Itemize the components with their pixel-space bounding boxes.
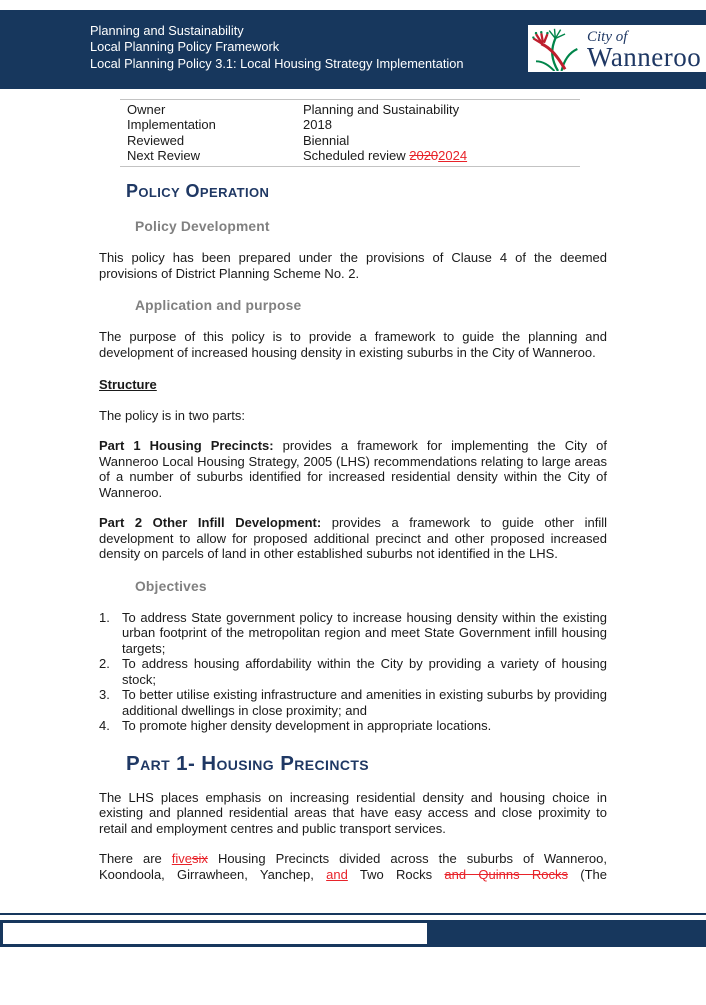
objective-text: To address State government policy to increase housing density within the existing urban footprint of the metropolitan region and meet State Government infill housing targets; (122, 609, 607, 656)
structure-heading: Structure (99, 377, 157, 393)
next-review-label: Next Review (127, 147, 200, 163)
footer-divider-line (0, 913, 706, 915)
objective-number: 4. (99, 718, 110, 734)
footer-white-box (0, 920, 430, 947)
policy-meta-table (120, 99, 580, 167)
structure-intro-paragraph: The policy is in two parts: (99, 407, 245, 423)
table-row-next-review (120, 148, 580, 163)
list-item (99, 610, 607, 657)
owner-value: Planning and Sustainability (303, 102, 460, 117)
deleted-phrase-quinns-rocks: and Quinns Rocks (444, 866, 568, 882)
lhs-emphasis-paragraph: The LHS places emphasis on increasing residential density and housing choice in existing and planned residential areas that have easy access and close proximity to retail and employment centres and public transport services. (99, 789, 607, 836)
header-line-framework: Local Planning Policy Framework (90, 39, 280, 55)
table-row-reviewed (120, 133, 580, 148)
kangaroo-paw-icon (531, 27, 585, 71)
part1-rest: provides a framework for implementing the City of Wanneroo Local Housing Strategy, 2005 (LHS) recommendations relating to large areas of a number of suburbs identified for increased residential density within the City of Wanneroo. (99, 438, 607, 500)
application-purpose-heading: Application and purpose (135, 298, 302, 314)
header-line-policy: Local Planning Policy 3.1: Local Housing Strategy Implementation (90, 55, 464, 71)
footer-band (0, 920, 706, 947)
header-band (0, 10, 706, 89)
reviewed-value: Biennial (303, 132, 350, 148)
objectives-heading: Objectives (135, 578, 207, 594)
application-purpose-paragraph: The purpose of this policy is to provide a framework to guide the planning and development of increased housing density in existing suburbs in the City of Wanneroo. (99, 329, 607, 360)
precincts-text-1: There are (99, 851, 172, 867)
policy-operation-heading: Policy Operation (126, 181, 270, 202)
next-review-deleted-year: 2020 (409, 147, 439, 163)
logo-wanneroo-text: Wanneroo (587, 41, 702, 72)
header-line-department: Planning and Sustainability (90, 23, 244, 38)
objective-text: To promote higher density development in appropriate locations. (122, 718, 492, 734)
header-title-block (90, 23, 463, 72)
objective-number: 1. (99, 609, 110, 625)
inserted-word-and: and (326, 866, 348, 882)
logo-city-of-text: City of (587, 28, 628, 45)
document-body (99, 181, 607, 882)
part2-rest: provides a framework to guide other infill development to allow for proposed additional precinct and other proposed increased density on parcels of land in other established suburbs not identified in the LHS. (99, 515, 607, 562)
next-review-value (303, 148, 580, 163)
policy-development-paragraph: This policy has been prepared under the provisions of Clause 4 of the deemed provisions of District Planning Scheme No. 2. (99, 250, 607, 281)
part1-housing-precincts-paragraph (99, 438, 607, 500)
objective-text: To better utilise existing infrastructure and amenities in existing suburbs by providing additional dwellings in close proximity; and (122, 687, 607, 718)
table-row-owner (120, 102, 580, 117)
objectives-list (99, 610, 607, 734)
objective-text: To address housing affordability within the City by providing a variety of housing stock; (122, 656, 607, 687)
part1-lead: Part 1 Housing Precincts: (99, 438, 274, 454)
owner-label: Owner (127, 102, 166, 117)
implementation-label: Implementation (127, 117, 216, 133)
part2-other-infill-paragraph (99, 515, 607, 562)
list-item (99, 718, 607, 734)
part2-lead: Part 2 Other Infill Development: (99, 515, 322, 531)
next-review-prefix: Scheduled review (303, 147, 410, 163)
city-of-wanneroo-logo (528, 25, 706, 72)
table-row-implementation (120, 117, 580, 132)
implementation-value: 2018 (303, 117, 332, 133)
next-review-inserted-year: 2024 (438, 147, 468, 163)
reviewed-label: Reviewed (127, 132, 185, 148)
list-item (99, 687, 607, 718)
precincts-text-4: (The (567, 866, 607, 882)
housing-precincts-count-paragraph (99, 851, 607, 882)
deleted-word-six: six (192, 851, 208, 867)
objective-number: 2. (99, 656, 110, 672)
objective-number: 3. (99, 687, 110, 703)
precincts-text-3: Two Rocks (347, 866, 445, 882)
inserted-word-five: five (171, 851, 193, 867)
part1-section-title: Part 1- Housing Precincts (126, 751, 370, 775)
list-item (99, 656, 607, 687)
footer-navy-block (430, 920, 706, 947)
policy-development-heading: Policy Development (135, 219, 270, 235)
precincts-text-2: Housing Precincts divided across the suburbs of Wanneroo, Koondoola, Girrawheen, Yanchep, (99, 851, 607, 882)
logo-wordmark (587, 28, 701, 70)
